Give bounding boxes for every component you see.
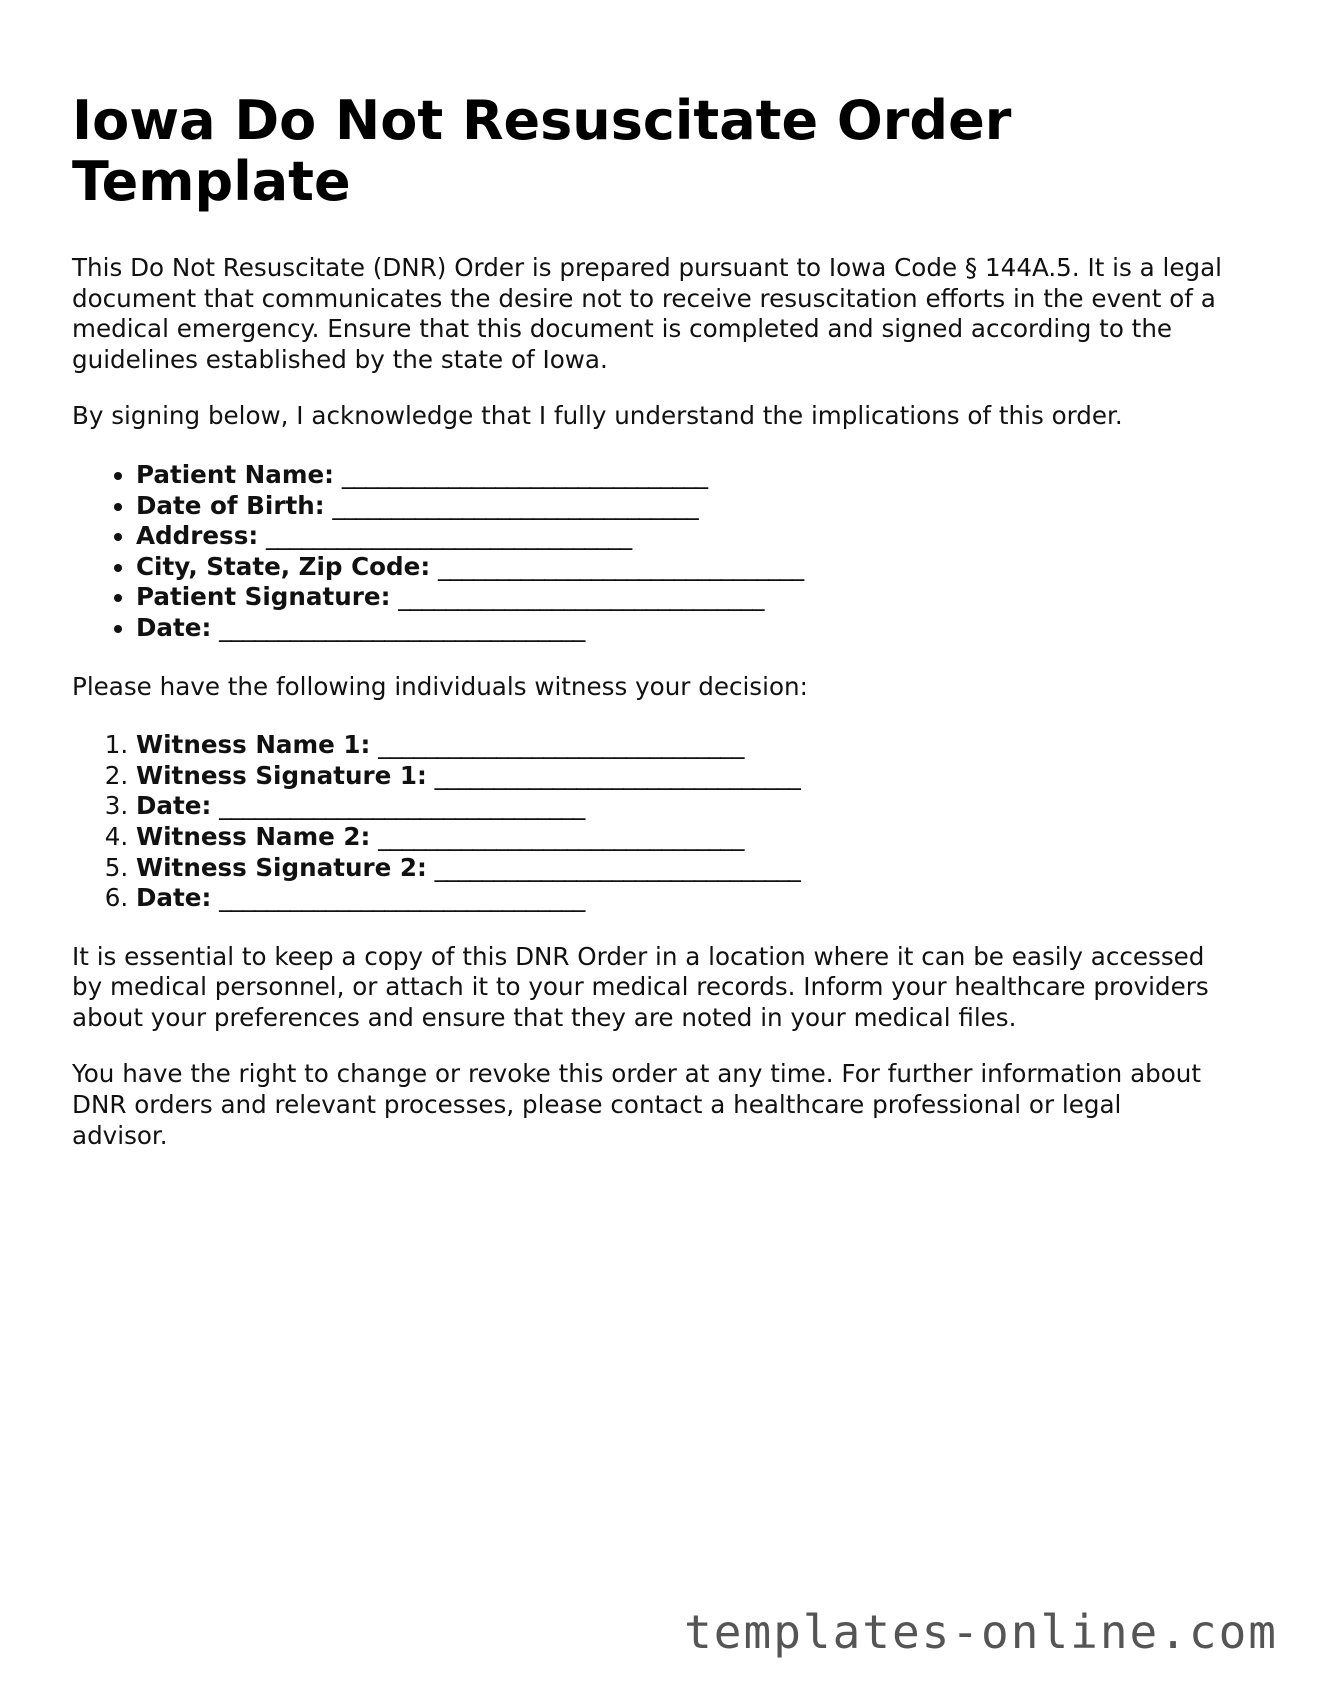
field-label: Date:: [136, 612, 212, 642]
witness-intro-paragraph: Please have the following individuals witness your decision:: [72, 671, 808, 701]
keep-copy-paragraph: It is essential to keep a copy of this DNR Order in a location where it can be easily accessed by medical personnel, or attach it to your medical records. Inform your healthcare providers about your preferences and ensure that they are noted in your medical files.: [72, 941, 1209, 1032]
witness-fields-list: [72, 730, 1222, 914]
field-label: Witness Name 2:: [136, 821, 371, 851]
list-item-patient-name: [136, 460, 1222, 491]
rights-paragraph: You have the right to change or revoke this order at any time. For further information about DNR orders and relevant processes, please contact a healthcare professional or legal advisor.: [72, 1059, 1202, 1150]
witness-date-1-blank[interactable]: _______________________________: [219, 791, 585, 821]
list-item-date-of-birth: [136, 491, 1222, 522]
city-state-zip-blank[interactable]: _______________________________: [438, 551, 804, 581]
field-label: Witness Signature 2:: [136, 852, 427, 882]
patient-signature-blank[interactable]: _______________________________: [398, 582, 764, 612]
list-item-witness-date-2: [136, 883, 1222, 914]
witness-name-1-blank[interactable]: _______________________________: [378, 730, 744, 760]
witness-signature-1-blank[interactable]: _______________________________: [434, 760, 801, 790]
page-title: Iowa Do Not Resuscitate Order Template: [72, 89, 1012, 213]
list-item-witness-date-1: [136, 791, 1222, 822]
field-label: Address:: [136, 521, 259, 551]
field-label: Date:: [136, 791, 212, 821]
document-page: [72, 90, 1222, 1151]
field-label: City, State, Zip Code:: [136, 551, 431, 581]
list-item-witness-signature-2: [136, 853, 1222, 884]
list-item-witness-name-1: [136, 730, 1222, 761]
list-item-address: [136, 521, 1222, 552]
witness-date-2-blank[interactable]: _______________________________: [219, 883, 585, 913]
watermark: templates-online.com: [684, 1605, 1278, 1659]
witness-signature-2-blank[interactable]: _______________________________: [434, 852, 801, 882]
address-blank[interactable]: _______________________________: [266, 521, 632, 551]
witness-name-2-blank[interactable]: _______________________________: [378, 821, 744, 851]
list-item-witness-signature-1: [136, 761, 1222, 792]
list-item-patient-date: [136, 613, 1222, 644]
acknowledgment-paragraph: By signing below, I acknowledge that I fully understand the implications of this order.: [72, 401, 1123, 431]
date-of-birth-blank[interactable]: _______________________________: [332, 490, 699, 520]
patient-fields-list: [72, 460, 1222, 644]
field-label: Date:: [136, 883, 212, 913]
field-label: Patient Signature:: [136, 582, 391, 612]
list-item-witness-name-2: [136, 822, 1222, 853]
list-item-patient-signature: [136, 582, 1222, 613]
patient-name-blank[interactable]: _______________________________: [341, 459, 708, 489]
patient-date-blank[interactable]: _______________________________: [219, 612, 585, 642]
field-label: Witness Signature 1:: [136, 760, 427, 790]
list-item-city-state-zip: [136, 552, 1222, 583]
field-label: Date of Birth:: [136, 490, 325, 520]
field-label: Witness Name 1:: [136, 730, 371, 760]
field-label: Patient Name:: [136, 459, 334, 489]
intro-paragraph: This Do Not Resuscitate (DNR) Order is prepared pursuant to Iowa Code § 144A.5. It is a legal document that communicates the desire not to receive resuscitation efforts in the event of a medical emergency. Ensure that this document is completed and signed according to the guidelines established by the state of Iowa.: [72, 253, 1223, 374]
